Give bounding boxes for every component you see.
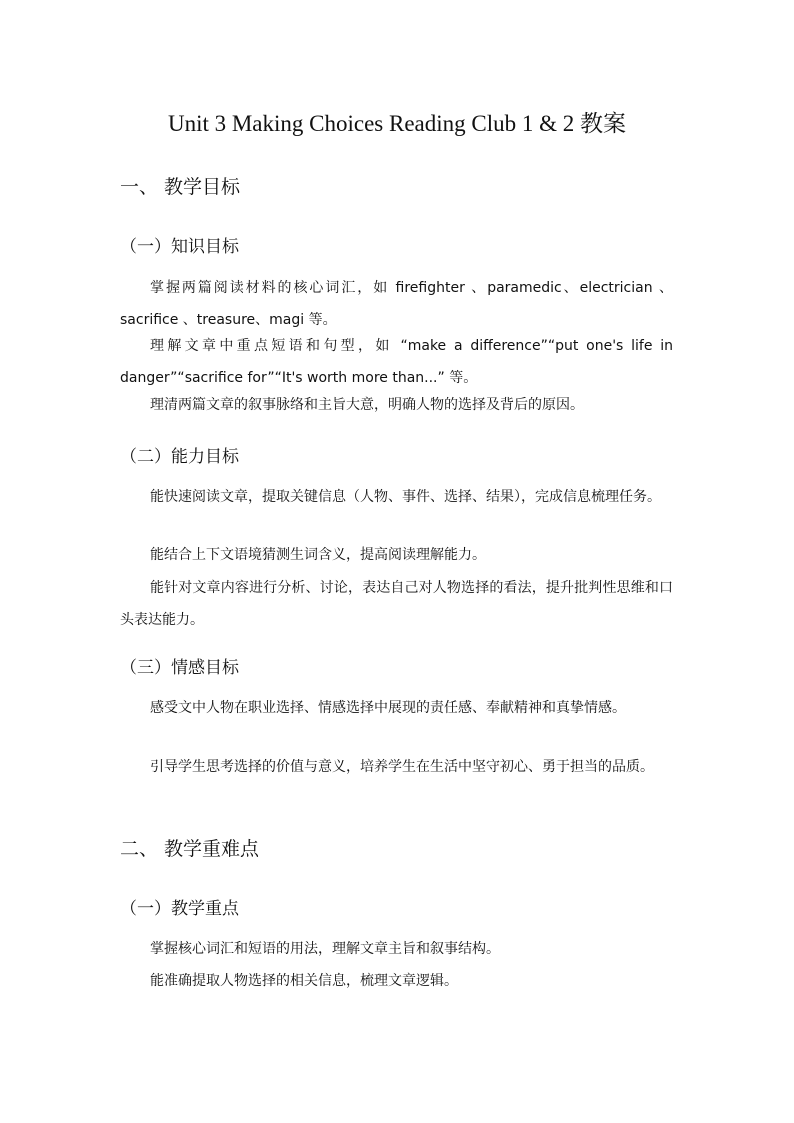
subheading-emotion-goals: （三）情感目标 (120, 658, 239, 678)
paragraph-ability-reading: 能快速阅读文章，提取关键信息（人物、事件、选择、结果），完成信息梳理任务。 (150, 489, 661, 505)
paragraph-emotion-feel: 感受文中人物在职业选择、情感选择中展现的责任感、奉献精神和真挚情感。 (150, 700, 626, 716)
section-heading-teaching-goals: 一、 教学目标 (120, 176, 241, 198)
subheading-ability-goals: （二）能力目标 (120, 447, 239, 467)
paragraph-ability-discussion: 能针对文章内容进行分析、讨论，表达自己对人物选择的看法，提升批判性思维和口头表达能力。 (120, 580, 673, 628)
paragraph-knowledge-structure: 理清两篇文章的叙事脉络和主旨大意，明确人物的选择及背后的原因。 (150, 397, 584, 413)
document-title: Unit 3 Making Choices Reading Club 1 & 2 教案 (167, 111, 627, 136)
section-heading-key-difficulties: 二、 教学重难点 (120, 838, 260, 860)
subheading-teaching-focus: （一）教学重点 (120, 899, 239, 919)
subheading-knowledge-goals: （一）知识目标 (120, 237, 239, 257)
paragraph-knowledge-phrases: 理解文章中重点短语和句型，如 “make a difference”“put one's life in danger”“sacrifice for”“It's worth more than...” 等。 (120, 338, 673, 386)
paragraph-emotion-guide: 引导学生思考选择的价值与意义，培养学生在生活中坚守初心、勇于担当的品质。 (150, 759, 654, 775)
paragraph-focus-information: 能准确提取人物选择的相关信息，梳理文章逻辑。 (150, 973, 458, 989)
paragraph-knowledge-vocabulary: 掌握两篇阅读材料的核心词汇，如 firefighter 、paramedic、electrician 、sacrifice 、treasure、magi 等。 (120, 280, 673, 328)
paragraph-ability-guessing: 能结合上下文语境猜测生词含义，提高阅读理解能力。 (150, 547, 486, 563)
paragraph-focus-vocabulary: 掌握核心词汇和短语的用法，理解文章主旨和叙事结构。 (150, 941, 500, 957)
